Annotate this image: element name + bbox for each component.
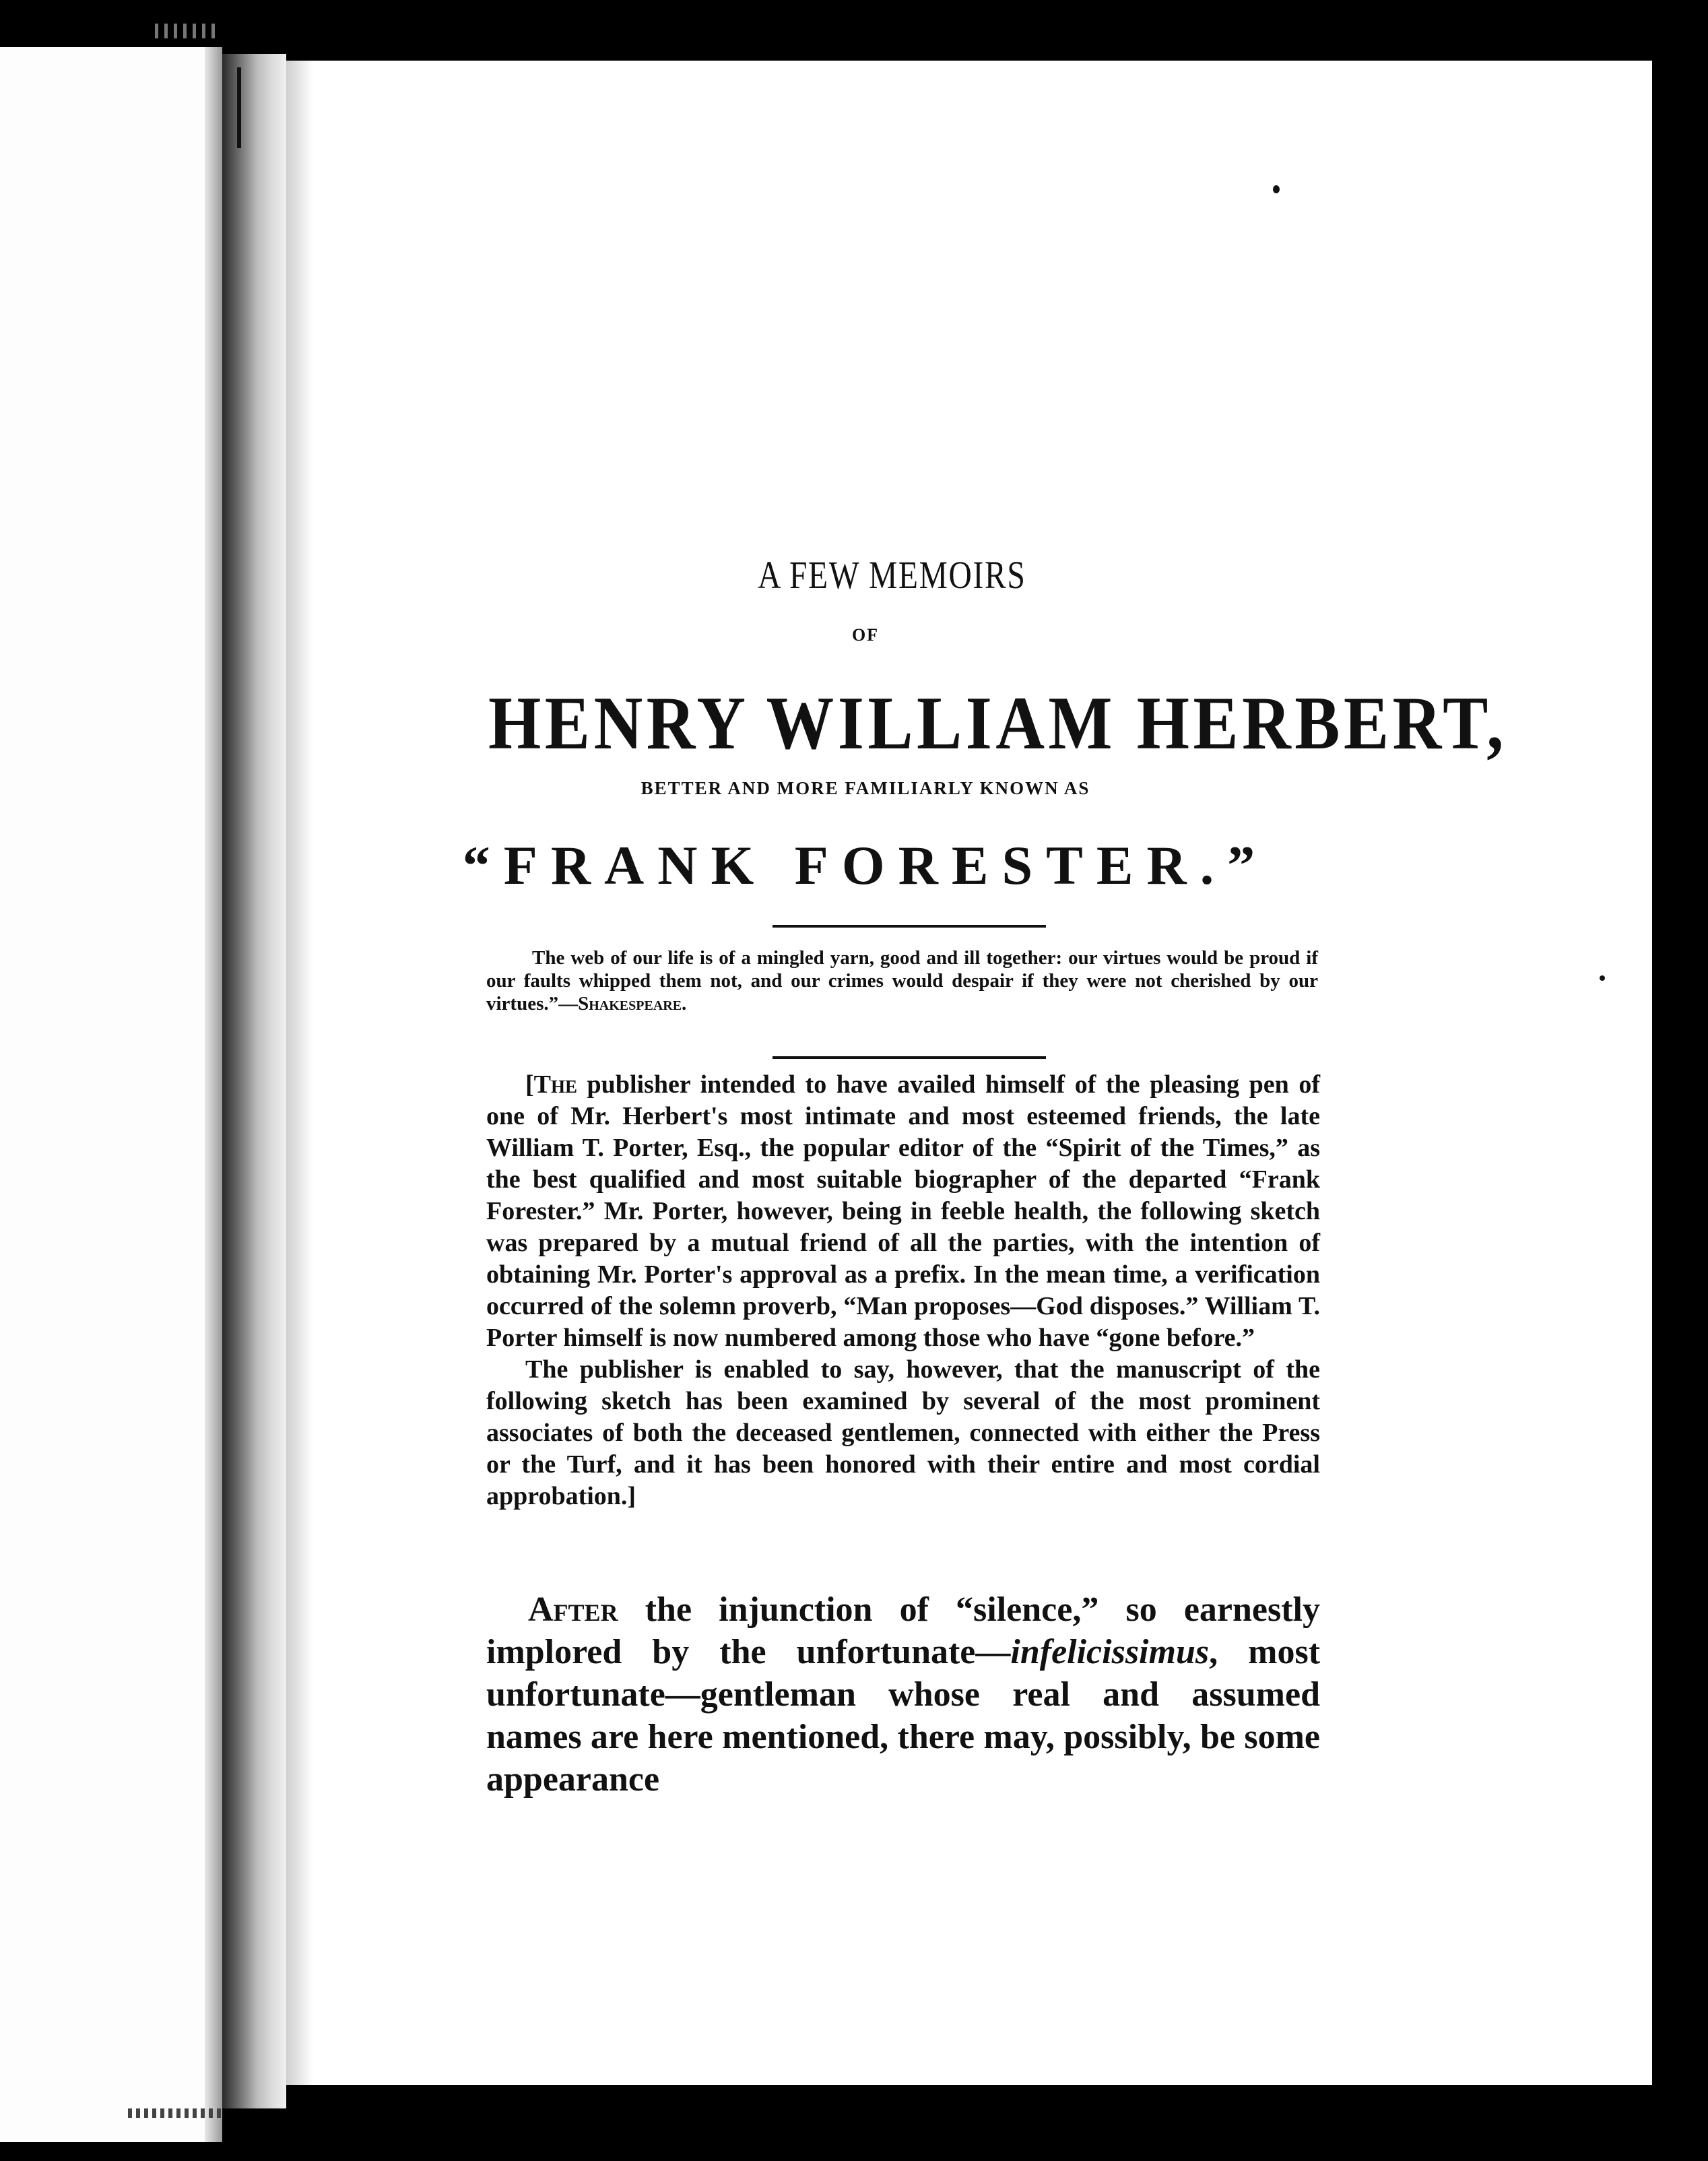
body-lead-word: After — [528, 1590, 618, 1629]
rule-bottom — [773, 1056, 1046, 1059]
body-latin-term: infelicissimus — [1010, 1633, 1210, 1671]
note-lead: [The — [525, 1070, 578, 1099]
ink-speck — [1273, 185, 1280, 193]
title-line-memoirs: A FEW MEMOIRS — [758, 553, 1026, 597]
body-text — [486, 1588, 1320, 1801]
spine-mark — [237, 67, 241, 148]
body-text-part-2: , most unfortunate—gentleman whose real and assumed names are here mentioned, there may, possibly, be some appearance — [486, 1633, 1321, 1799]
epigraph-text: The web of our life is of a mingled yarn, good and ill together: our virtues would be proud if our faults whipped them not, and our crimes would despair if they were not cherished by our virtues.”— — [486, 947, 1318, 1014]
title-line-of: OF — [851, 625, 880, 645]
note-paragraph-1-text: publisher intended to have availed himself of the pleasing pen of one of Mr. Herbert's most intimate and most esteemed friends, the late William T. Porter, Esq., the popular editor of the “Spirit of the Times,” as the best qualified and most suitable biographer of the departed “Frank Forester.” Mr. Porter, however, being in feeble health, the following sketch was prepared by a mutual friend of all the parties, with the intention of obtaining Mr. Porter's approval as a prefix. In the mean time, a verification occurred of the solemn proverb, “Man proposes—God disposes.” William T. Porter himself is now numbered among those who have “gone before.” — [486, 1070, 1320, 1352]
publisher-note — [486, 1069, 1320, 1512]
book-spine — [222, 54, 286, 2108]
page-shadow — [286, 61, 313, 2085]
rule-top — [773, 925, 1046, 928]
scan-artifact — [155, 24, 216, 38]
epigraph-attribution: Shakespeare. — [578, 993, 687, 1014]
note-paragraph-2: The publisher is enabled to say, however, that the manuscript of the following sketch has been examined by several of the most prominent associates of both the deceased gentlemen, connected with either the Press or the Turf, and it has been honored with their entire and most cordial approbation.] — [486, 1355, 1320, 1510]
title-line-known-as: BETTER AND MORE FAMILIARLY KNOWN AS — [640, 778, 1090, 798]
title-subject-name: HENRY WILLIAM HERBERT, — [488, 682, 1507, 765]
epigraph — [486, 946, 1318, 1015]
right-page — [286, 61, 1652, 2085]
body-text-part-1: the injunction of “silence,” so earnestly implored by the unfortunate— — [486, 1590, 1320, 1671]
title-pen-name: “FRANK FORESTER.” — [462, 835, 1269, 896]
note-paragraph-1 — [486, 1069, 1320, 1354]
ink-speck — [1600, 975, 1605, 981]
scan-artifact — [128, 2108, 222, 2118]
left-page — [0, 47, 222, 2142]
gutter-shadow — [205, 47, 222, 2142]
